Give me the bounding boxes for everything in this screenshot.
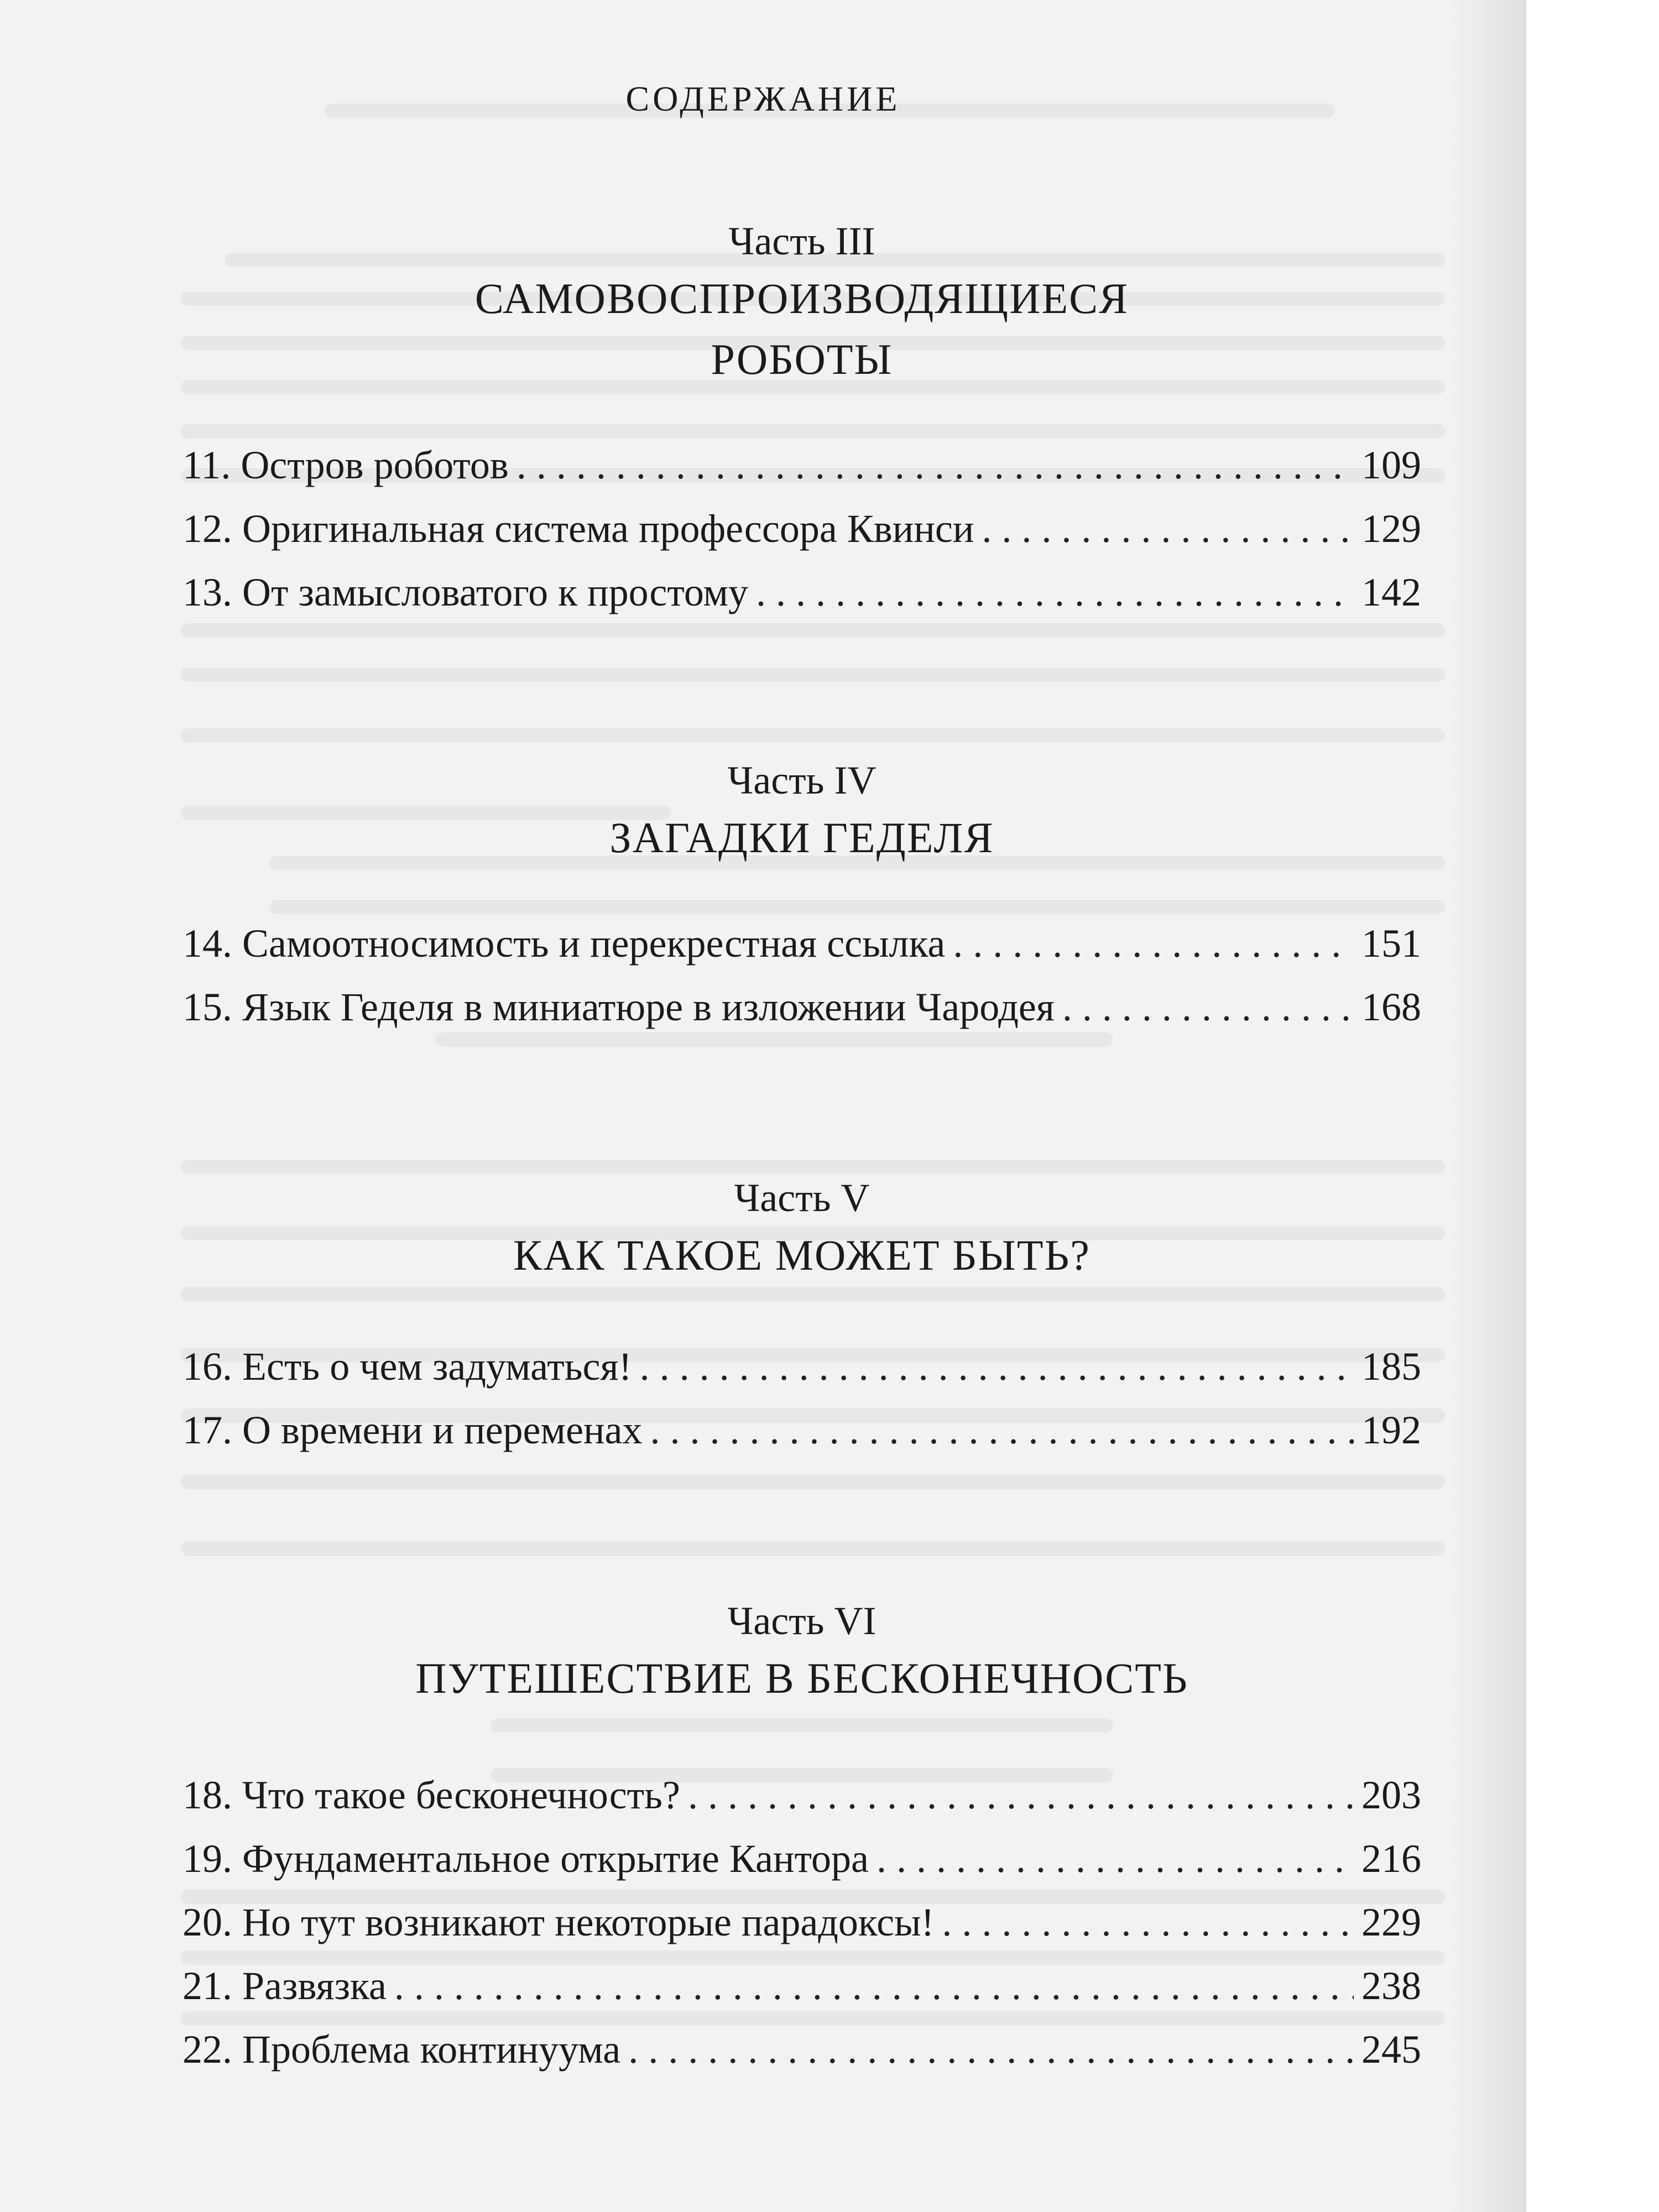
dot-leader (877, 1836, 1354, 1882)
part-title-line: РОБОТЫ (711, 335, 893, 383)
chapter-title: Что такое бесконечность? (242, 1773, 680, 1817)
dot-leader (942, 1900, 1354, 1945)
toc-entry[interactable] (182, 984, 1421, 1040)
toc-entry[interactable] (182, 1836, 1421, 1891)
page-number: 168 (1361, 985, 1421, 1029)
page-number: 216 (1361, 1837, 1421, 1881)
toc-entry[interactable] (182, 2027, 1421, 2082)
chapter-number: 15. (182, 985, 232, 1029)
chapter-number: 11. (182, 443, 231, 487)
dot-leader (517, 442, 1354, 488)
chapter-title: Язык Геделя в миниатюре в изложении Чародея (242, 985, 1055, 1029)
page-number: 229 (1361, 1900, 1421, 1944)
page-number: 142 (1361, 570, 1421, 614)
part-number: Часть V (734, 1176, 870, 1220)
part-title-line: КАК ТАКОЕ МОЖЕТ БЫТЬ? (513, 1231, 1091, 1279)
dot-leader (394, 1963, 1354, 2009)
chapter-title: Остров роботов (241, 443, 509, 487)
chapter-number: 13. (182, 570, 232, 614)
toc-entry[interactable] (182, 1772, 1421, 1828)
chapter-title: Но тут возникают некоторые парадоксы! (242, 1900, 935, 1944)
toc-entry[interactable] (182, 1900, 1421, 1955)
chapter-title: Развязка (242, 1964, 387, 2008)
running-head: СОДЕРЖАНИЕ (625, 79, 901, 118)
part-title-line: ЗАГАДКИ ГЕДЕЛЯ (609, 813, 994, 862)
dot-leader (756, 570, 1354, 615)
part-number: Часть VI (727, 1599, 877, 1643)
toc-entry[interactable] (182, 506, 1421, 561)
page-number: 185 (1361, 1344, 1421, 1389)
chapter-title: О времени и переменах (242, 1408, 643, 1452)
dot-leader (1062, 984, 1354, 1030)
part-number: Часть IV (727, 758, 877, 802)
toc-entry[interactable] (182, 1344, 1421, 1399)
chapter-number: 20. (182, 1900, 232, 1944)
page-number: 192 (1361, 1408, 1421, 1452)
chapter-title: Самоотносимость и перекрестная ссылка (242, 921, 946, 966)
toc-entry[interactable] (182, 1963, 1421, 2018)
chapter-number: 17. (182, 1408, 232, 1452)
page-number: 151 (1361, 921, 1421, 966)
page-number: 238 (1361, 1964, 1421, 2008)
chapter-title: Фундаментальное открытие Кантора (242, 1837, 869, 1881)
page-number: 203 (1361, 1773, 1421, 1817)
chapter-number: 22. (182, 2027, 232, 2072)
dot-leader (640, 1344, 1354, 1390)
toc-entry[interactable] (182, 921, 1421, 976)
chapter-number: 18. (182, 1773, 232, 1817)
dot-leader (650, 1407, 1354, 1453)
chapter-title: Есть о чем задуматься! (242, 1344, 632, 1389)
dot-leader (628, 2027, 1354, 2073)
page-number: 129 (1361, 507, 1421, 551)
dot-leader (688, 1772, 1354, 1818)
part-title-line: САМОВОСПРОИЗВОДЯЩИЕСЯ (474, 274, 1129, 322)
chapter-number: 12. (182, 507, 232, 551)
dot-leader (982, 506, 1354, 552)
chapter-number: 16. (182, 1344, 232, 1389)
chapter-title: Оригинальная система профессора Квинси (242, 507, 974, 551)
toc-entry[interactable] (182, 1407, 1421, 1463)
chapter-title: От замысловатого к простому (242, 570, 749, 614)
part-title-line: ПУТЕШЕСТВИЕ В БЕСКОНЕЧНОСТЬ (415, 1654, 1188, 1702)
dot-leader (953, 921, 1354, 967)
chapter-number: 21. (182, 1964, 232, 2008)
toc-entry[interactable] (182, 442, 1421, 498)
toc-entry[interactable] (182, 570, 1421, 625)
page-number: 245 (1361, 2027, 1421, 2072)
chapter-title: Проблема континуума (242, 2027, 621, 2072)
page-gutter-shadow (1449, 0, 1526, 2212)
part-number: Часть III (728, 219, 875, 263)
chapter-number: 19. (182, 1837, 232, 1881)
page-number: 109 (1361, 443, 1421, 487)
chapter-number: 14. (182, 921, 232, 966)
